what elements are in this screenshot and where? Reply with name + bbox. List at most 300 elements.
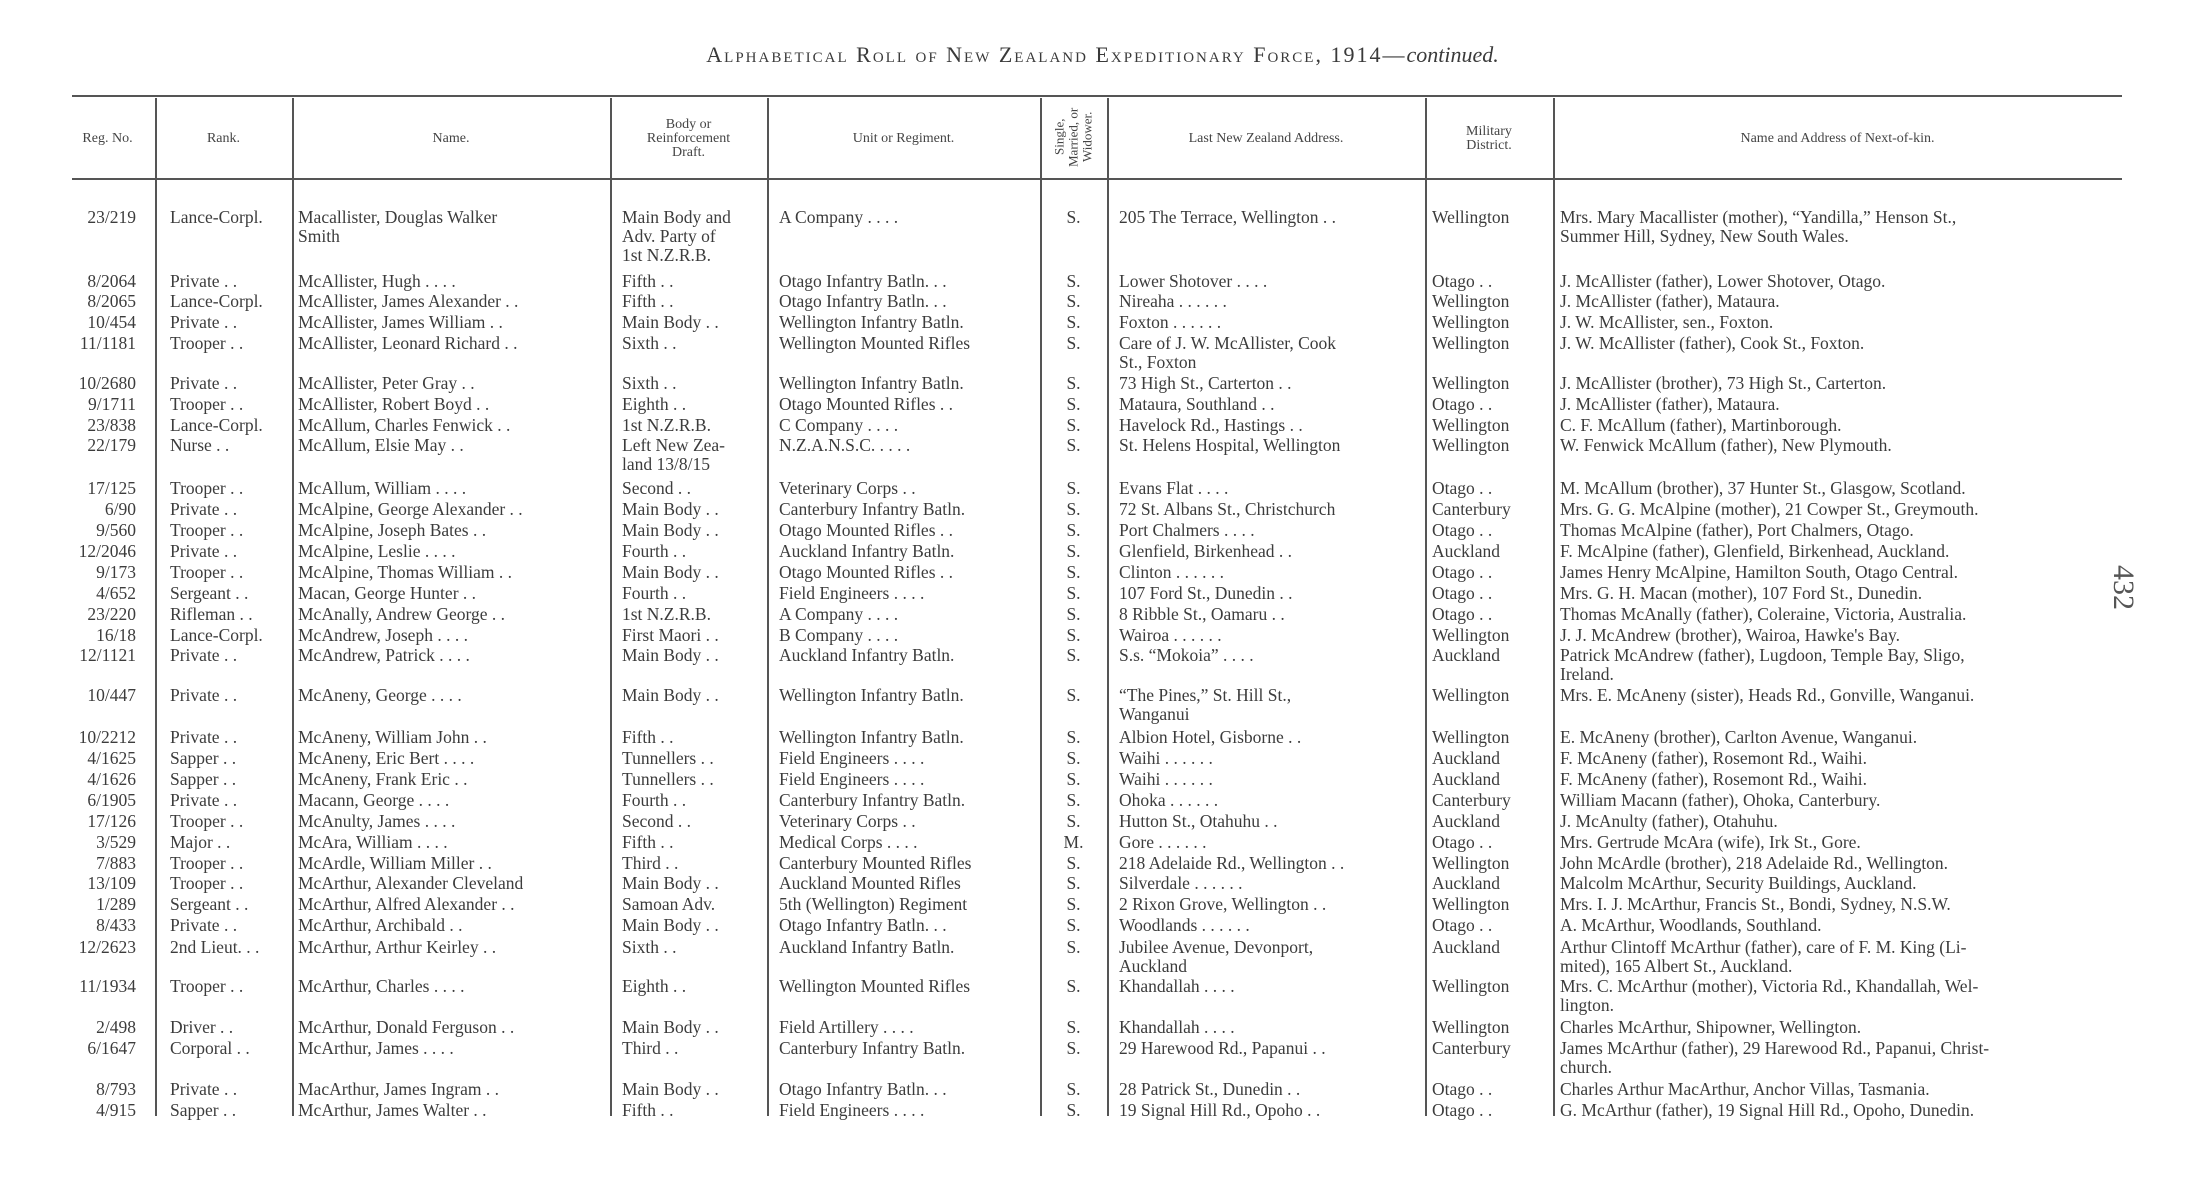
cell-reg: 23/219 — [87, 207, 136, 227]
cell-status: S. — [1066, 937, 1081, 957]
column-divider — [1425, 98, 1427, 1116]
cell-rank: Trooper . . — [170, 333, 244, 353]
cell-address: S.s. “Mokoia” . . . . — [1119, 645, 1254, 665]
cell-status: S. — [1066, 873, 1081, 893]
cell-reg: 17/125 — [87, 478, 136, 498]
header-name: Name. — [432, 131, 470, 146]
cell-address: Lower Shotover . . . . — [1119, 271, 1268, 291]
cell-district: Wellington — [1432, 685, 1510, 705]
cell-kin: Mrs. G. G. McAlpine (mother), 21 Cowper St., Greymouth. — [1560, 499, 1979, 519]
cell-reg: 11/1934 — [79, 976, 136, 996]
cell-name: McAlpine, George Alexander . . — [298, 499, 523, 519]
cell-body: Third . . — [622, 1038, 679, 1058]
cell-reg: 4/1626 — [87, 769, 136, 789]
cell-reg: 11/1181 — [79, 333, 136, 353]
cell-unit: Canterbury Mounted Rifles — [779, 853, 972, 873]
cell-kin: F. McAlpine (father), Glenfield, Birkenhead, Auckland. — [1560, 541, 1950, 561]
cell-status: S. — [1066, 915, 1081, 935]
page-title-main: Alphabetical Roll of New Zealand Expeditionary Force, 1914— — [706, 42, 1407, 67]
cell-name: McAllister, James William . . — [298, 312, 503, 332]
cell-reg: 12/2623 — [78, 937, 136, 957]
cell-rank: Private . . — [170, 685, 238, 705]
header-unit: Unit or Regiment. — [852, 131, 955, 146]
cell-district: Otago . . — [1432, 832, 1493, 852]
cell-body: Second . . — [622, 478, 692, 498]
cell-district: Otago . . — [1432, 394, 1493, 414]
cell-status: S. — [1066, 207, 1081, 227]
cell-body: Fifth . . — [622, 727, 674, 747]
cell-status: S. — [1066, 625, 1081, 645]
cell-reg: 10/447 — [87, 685, 136, 705]
cell-district: Otago . . — [1432, 562, 1493, 582]
cell-body: Second . . — [622, 811, 692, 831]
cell-reg: 8/2065 — [87, 291, 136, 311]
cell-rank: Private . . — [170, 727, 238, 747]
cell-kin: Mrs. Mary Macallister (mother), “Yandilla,” Henson St., Summer Hill, Sydney, New South Wales. — [1560, 207, 1957, 246]
cell-status: S. — [1066, 562, 1081, 582]
cell-unit: Wellington Mounted Rifles — [779, 976, 971, 996]
cell-body: Sixth . . — [622, 937, 677, 957]
cell-district: Otago . . — [1432, 604, 1493, 624]
cell-body: Main Body . . — [622, 520, 719, 540]
cell-reg: 9/560 — [96, 520, 136, 540]
cell-address: 72 St. Albans St., Christchurch — [1119, 499, 1336, 519]
cell-unit: Wellington Mounted Rifles — [779, 333, 971, 353]
cell-address: Silverdale . . . . . . — [1119, 873, 1243, 893]
cell-district: Otago . . — [1432, 520, 1493, 540]
cell-body: Main Body . . — [622, 499, 719, 519]
cell-body: 1st N.Z.R.B. — [622, 604, 711, 624]
cell-rank: Rifleman . . — [170, 604, 253, 624]
cell-body: Samoan Adv. — [622, 894, 716, 914]
cell-kin: Thomas McAnally (father), Coleraine, Victoria, Australia. — [1560, 604, 1967, 624]
cell-name: McAnulty, James . . . . — [298, 811, 456, 831]
cell-reg: 8/2064 — [87, 271, 136, 291]
cell-kin: W. Fenwick McAllum (father), New Plymouth. — [1560, 435, 1892, 455]
cell-body: Tunnellers . . — [622, 769, 714, 789]
cell-reg: 4/1625 — [87, 748, 136, 768]
cell-name: McAllum, William . . . . — [298, 478, 467, 498]
cell-district: Wellington — [1432, 976, 1510, 996]
header-reg-no: Reg. No. — [82, 131, 133, 146]
cell-kin: C. F. McAllum (father), Martinborough. — [1560, 415, 1842, 435]
cell-name: McArthur, Charles . . . . — [298, 976, 465, 996]
cell-status: S. — [1066, 373, 1081, 393]
page-title — [0, 42, 2205, 68]
cell-status: S. — [1066, 604, 1081, 624]
cell-unit: Otago Infantry Batln. . . — [779, 1079, 947, 1099]
cell-unit: Veterinary Corps . . — [779, 811, 916, 831]
cell-rank: 2nd Lieut. . . — [170, 937, 260, 957]
cell-unit: Field Artillery . . . . — [779, 1017, 914, 1037]
cell-reg: 17/126 — [87, 811, 136, 831]
cell-rank: Trooper . . — [170, 853, 244, 873]
cell-name: McAra, William . . . . — [298, 832, 448, 852]
cell-rank: Lance-Corpl. — [170, 207, 263, 227]
cell-body: Sixth . . — [622, 333, 677, 353]
header-kin: Name and Address of Next-of-kin. — [1740, 131, 1935, 146]
cell-address: Ohoka . . . . . . — [1119, 790, 1219, 810]
header-rank: Rank. — [206, 131, 241, 146]
cell-district: Auckland — [1432, 937, 1501, 957]
cell-kin: J. J. McAndrew (brother), Wairoa, Hawke's Bay. — [1560, 625, 1900, 645]
cell-reg: 3/529 — [96, 832, 136, 852]
cell-reg: 13/109 — [87, 873, 136, 893]
cell-unit: N.Z.A.N.S.C. . . . . — [779, 435, 911, 455]
cell-kin: F. McAneny (father), Rosemont Rd., Waihi. — [1560, 769, 1867, 789]
cell-unit: Otago Mounted Rifles . . — [779, 394, 954, 414]
cell-rank: Sapper . . — [170, 748, 237, 768]
cell-status: S. — [1066, 435, 1081, 455]
cell-kin: Mrs. I. J. McArthur, Francis St., Bondi, Sydney, N.S.W. — [1560, 894, 1951, 914]
column-divider — [1107, 98, 1109, 1116]
cell-address: Mataura, Southland . . — [1119, 394, 1275, 414]
cell-kin: Charles McArthur, Shipowner, Wellington. — [1560, 1017, 1862, 1037]
header-status: Single, Married, or Widower. — [1051, 107, 1095, 167]
cell-address: 19 Signal Hill Rd., Opoho . . — [1119, 1100, 1321, 1120]
cell-unit: Canterbury Infantry Batln. — [779, 499, 966, 519]
cell-body: Sixth . . — [622, 373, 677, 393]
cell-district: Otago . . — [1432, 478, 1493, 498]
column-divider — [155, 98, 157, 1116]
cell-rank: Lance-Corpl. — [170, 291, 263, 311]
cell-status: S. — [1066, 853, 1081, 873]
cell-body: Main Body and Adv. Party of 1st N.Z.R.B. — [622, 207, 731, 265]
cell-name: McAneny, William John . . — [298, 727, 487, 747]
cell-unit: Otago Infantry Batln. . . — [779, 291, 947, 311]
cell-name: McAllister, James Alexander . . — [298, 291, 519, 311]
cell-name: McAllum, Charles Fenwick . . — [298, 415, 511, 435]
cell-rank: Private . . — [170, 645, 238, 665]
cell-unit: B Company . . . . — [779, 625, 899, 645]
cell-rank: Private . . — [170, 499, 238, 519]
cell-status: S. — [1066, 312, 1081, 332]
cell-district: Wellington — [1432, 291, 1510, 311]
cell-address: Port Chalmers . . . . — [1119, 520, 1255, 540]
cell-unit: Auckland Infantry Batln. — [779, 541, 955, 561]
cell-address: Woodlands . . . . . . — [1119, 915, 1250, 935]
cell-body: Left New Zea- land 13/8/15 — [622, 435, 725, 474]
cell-district: Otago . . — [1432, 1079, 1493, 1099]
cell-body: Fourth . . — [622, 790, 687, 810]
cell-name: McAlpine, Leslie . . . . — [298, 541, 456, 561]
cell-rank: Private . . — [170, 1079, 238, 1099]
cell-reg: 4/915 — [96, 1100, 136, 1120]
cell-reg: 6/1647 — [87, 1038, 136, 1058]
cell-status: S. — [1066, 394, 1081, 414]
cell-status: S. — [1066, 748, 1081, 768]
cell-status: S. — [1066, 291, 1081, 311]
cell-reg: 23/220 — [87, 604, 136, 624]
cell-body: Fourth . . — [622, 541, 687, 561]
cell-address: 2 Rixon Grove, Wellington . . — [1119, 894, 1327, 914]
cell-body: Fifth . . — [622, 271, 674, 291]
cell-address: Khandallah . . . . — [1119, 976, 1235, 996]
cell-body: Main Body . . — [622, 685, 719, 705]
cell-unit: Field Engineers . . . . — [779, 583, 925, 603]
cell-reg: 8/793 — [96, 1079, 136, 1099]
cell-address: Clinton . . . . . . — [1119, 562, 1225, 582]
cell-unit: Canterbury Infantry Batln. — [779, 1038, 966, 1058]
cell-address: “The Pines,” St. Hill St., Wanganui — [1119, 685, 1292, 724]
cell-reg: 9/173 — [96, 562, 136, 582]
cell-body: First Maori . . — [622, 625, 719, 645]
cell-name: McAllister, Robert Boyd . . — [298, 394, 490, 414]
cell-kin: James Henry McAlpine, Hamilton South, Otago Central. — [1560, 562, 1959, 582]
cell-reg: 9/1711 — [88, 394, 136, 414]
cell-unit: Otago Infantry Batln. . . — [779, 915, 947, 935]
cell-rank: Trooper . . — [170, 811, 244, 831]
cell-rank: Trooper . . — [170, 478, 244, 498]
cell-address: Nireaha . . . . . . — [1119, 291, 1227, 311]
cell-district: Canterbury — [1432, 1038, 1511, 1058]
cell-reg: 1/289 — [96, 894, 136, 914]
cell-kin: Mrs. G. H. Macan (mother), 107 Ford St., Dunedin. — [1560, 583, 1923, 603]
cell-status: S. — [1066, 333, 1081, 353]
cell-kin: Charles Arthur MacArthur, Anchor Villas, Tasmania. — [1560, 1079, 1930, 1099]
cell-body: Main Body . . — [622, 1017, 719, 1037]
cell-name: McAllister, Hugh . . . . — [298, 271, 456, 291]
cell-address: Glenfield, Birkenhead . . — [1119, 541, 1293, 561]
cell-reg: 23/838 — [87, 415, 136, 435]
cell-unit: Field Engineers . . . . — [779, 748, 925, 768]
cell-kin: F. McAneny (father), Rosemont Rd., Waihi. — [1560, 748, 1867, 768]
cell-unit: Field Engineers . . . . — [779, 769, 925, 789]
cell-body: Fifth . . — [622, 1100, 674, 1120]
cell-unit: Auckland Mounted Rifles — [779, 873, 961, 893]
cell-district: Auckland — [1432, 811, 1501, 831]
cell-name: McAndrew, Patrick . . . . — [298, 645, 470, 665]
cell-district: Wellington — [1432, 435, 1510, 455]
cell-district: Wellington — [1432, 625, 1510, 645]
cell-reg: 12/2046 — [78, 541, 136, 561]
cell-name: McAneny, Eric Bert . . . . — [298, 748, 475, 768]
cell-status: M. — [1063, 832, 1084, 852]
cell-name: McAllister, Leonard Richard . . — [298, 333, 518, 353]
cell-rank: Sergeant . . — [170, 894, 249, 914]
cell-reg: 6/1905 — [87, 790, 136, 810]
cell-kin: William Macann (father), Ohoka, Canterbury. — [1560, 790, 1881, 810]
cell-name: McArthur, Alfred Alexander . . — [298, 894, 515, 914]
cell-rank: Major . . — [170, 832, 231, 852]
cell-rank: Private . . — [170, 915, 238, 935]
cell-name: McArthur, Archibald . . — [298, 915, 463, 935]
cell-unit: Wellington Infantry Batln. — [779, 373, 964, 393]
cell-address: Hutton St., Otahuhu . . — [1119, 811, 1278, 831]
cell-body: Eighth . . — [622, 976, 687, 996]
cell-district: Otago . . — [1432, 583, 1493, 603]
cell-district: Wellington — [1432, 312, 1510, 332]
cell-unit: Otago Mounted Rifles . . — [779, 520, 954, 540]
cell-body: 1st N.Z.R.B. — [622, 415, 711, 435]
cell-status: S. — [1066, 769, 1081, 789]
cell-status: S. — [1066, 415, 1081, 435]
cell-unit: Auckland Infantry Batln. — [779, 645, 955, 665]
cell-kin: Mrs. Gertrude McAra (wife), Irk St., Gore. — [1560, 832, 1861, 852]
cell-address: Wairoa . . . . . . — [1119, 625, 1222, 645]
cell-status: S. — [1066, 1038, 1081, 1058]
cell-status: S. — [1066, 894, 1081, 914]
cell-address: Havelock Rd., Hastings . . — [1119, 415, 1303, 435]
cell-name: McArthur, James . . . . — [298, 1038, 454, 1058]
cell-unit: Veterinary Corps . . — [779, 478, 916, 498]
cell-body: Eighth . . — [622, 394, 687, 414]
cell-address: Waihi . . . . . . — [1119, 769, 1213, 789]
header-address: Last New Zealand Address. — [1188, 131, 1344, 146]
cell-kin: J. W. McAllister (father), Cook St., Foxton. — [1560, 333, 1865, 353]
cell-status: S. — [1066, 583, 1081, 603]
cell-name: McAndrew, Joseph . . . . — [298, 625, 468, 645]
cell-address: Khandallah . . . . — [1119, 1017, 1235, 1037]
cell-reg: 10/2212 — [78, 727, 136, 747]
cell-unit: A Company . . . . — [779, 604, 899, 624]
cell-rank: Private . . — [170, 373, 238, 393]
cell-rank: Sergeant . . — [170, 583, 249, 603]
cell-unit: Auckland Infantry Batln. — [779, 937, 955, 957]
cell-reg: 22/179 — [87, 435, 136, 455]
cell-status: S. — [1066, 645, 1081, 665]
cell-kin: James McArthur (father), 29 Harewood Rd., Papanui, Christ- church. — [1560, 1038, 1990, 1077]
cell-status: S. — [1066, 1017, 1081, 1037]
cell-reg: 7/883 — [96, 853, 136, 873]
cell-kin: Mrs. C. McArthur (mother), Victoria Rd., Khandallah, Wel- lington. — [1560, 976, 1979, 1015]
cell-address: Albion Hotel, Gisborne . . — [1119, 727, 1302, 747]
cell-unit: Otago Mounted Rifles . . — [779, 562, 954, 582]
cell-district: Wellington — [1432, 727, 1510, 747]
cell-district: Otago . . — [1432, 271, 1493, 291]
cell-district: Auckland — [1432, 873, 1501, 893]
cell-address: 8 Ribble St., Oamaru . . — [1119, 604, 1285, 624]
cell-body: Main Body . . — [622, 873, 719, 893]
cell-kin: J. McAllister (brother), 73 High St., Carterton. — [1560, 373, 1887, 393]
cell-name: McArdle, William Miller . . — [298, 853, 492, 873]
cell-kin: G. McArthur (father), 19 Signal Hill Rd., Opoho, Dunedin. — [1560, 1100, 1975, 1120]
cell-status: S. — [1066, 727, 1081, 747]
cell-address: Foxton . . . . . . — [1119, 312, 1222, 332]
cell-body: Main Body . . — [622, 915, 719, 935]
cell-name: Macallister, Douglas Walker Smith — [298, 207, 498, 246]
cell-kin: A. McArthur, Woodlands, Southland. — [1560, 915, 1822, 935]
cell-status: S. — [1066, 1079, 1081, 1099]
cell-reg: 6/90 — [104, 499, 136, 519]
cell-body: Main Body . . — [622, 312, 719, 332]
cell-rank: Private . . — [170, 271, 238, 291]
cell-name: McArthur, Arthur Keirley . . — [298, 937, 497, 957]
cell-rank: Private . . — [170, 312, 238, 332]
cell-district: Wellington — [1432, 415, 1510, 435]
cell-status: S. — [1066, 685, 1081, 705]
cell-unit: Wellington Infantry Batln. — [779, 727, 964, 747]
cell-rank: Private . . — [170, 541, 238, 561]
cell-body: Main Body . . — [622, 1079, 719, 1099]
cell-name: Macan, George Hunter . . — [298, 583, 477, 603]
cell-rank: Driver . . — [170, 1017, 234, 1037]
cell-kin: J. McAllister (father), Mataura. — [1560, 291, 1780, 311]
cell-reg: 2/498 — [96, 1017, 136, 1037]
cell-kin: J. McAllister (father), Mataura. — [1560, 394, 1780, 414]
cell-status: S. — [1066, 499, 1081, 519]
cell-kin: Malcolm McArthur, Security Buildings, Auckland. — [1560, 873, 1917, 893]
cell-rank: Trooper . . — [170, 976, 244, 996]
cell-rank: Lance-Corpl. — [170, 415, 263, 435]
cell-status: S. — [1066, 541, 1081, 561]
cell-address: 205 The Terrace, Wellington . . — [1119, 207, 1337, 227]
cell-name: Macann, George . . . . — [298, 790, 450, 810]
cell-unit: Canterbury Infantry Batln. — [779, 790, 966, 810]
column-divider — [292, 98, 294, 1116]
cell-district: Otago . . — [1432, 915, 1493, 935]
cell-kin: Patrick McAndrew (father), Lugdoon, Temple Bay, Sligo, Ireland. — [1560, 645, 1965, 684]
cell-district: Wellington — [1432, 373, 1510, 393]
cell-body: Third . . — [622, 853, 679, 873]
cell-kin: Thomas McAlpine (father), Port Chalmers, Otago. — [1560, 520, 1914, 540]
cell-status: S. — [1066, 271, 1081, 291]
cell-name: McAllister, Peter Gray . . — [298, 373, 475, 393]
cell-kin: E. McAneny (brother), Carlton Avenue, Wanganui. — [1560, 727, 1918, 747]
cell-reg: 12/1121 — [79, 645, 136, 665]
cell-district: Auckland — [1432, 541, 1501, 561]
cell-reg: 4/652 — [96, 583, 136, 603]
cell-unit: Wellington Infantry Batln. — [779, 312, 964, 332]
cell-name: McAneny, George . . . . — [298, 685, 462, 705]
header-body: Body or Reinforcement Draft. — [646, 117, 731, 160]
cell-status: S. — [1066, 1100, 1081, 1120]
cell-district: Wellington — [1432, 1017, 1510, 1037]
cell-body: Main Body . . — [622, 645, 719, 665]
cell-address: 107 Ford St., Dunedin . . — [1119, 583, 1293, 603]
cell-district: Wellington — [1432, 333, 1510, 353]
cell-district: Wellington — [1432, 207, 1510, 227]
cell-name: McAlpine, Joseph Bates . . — [298, 520, 487, 540]
cell-address: Gore . . . . . . — [1119, 832, 1207, 852]
cell-rank: Trooper . . — [170, 873, 244, 893]
cell-unit: Wellington Infantry Batln. — [779, 685, 964, 705]
cell-name: McArthur, James Walter . . — [298, 1100, 487, 1120]
cell-district: Canterbury — [1432, 499, 1511, 519]
column-divider — [1553, 98, 1555, 1116]
cell-name: McAneny, Frank Eric . . — [298, 769, 468, 789]
cell-kin: J. W. McAllister, sen., Foxton. — [1560, 312, 1774, 332]
page-title-continued: continued. — [1406, 42, 1499, 67]
cell-rank: Sapper . . — [170, 1100, 237, 1120]
cell-name: McArthur, Alexander Cleveland — [298, 873, 524, 893]
cell-status: S. — [1066, 811, 1081, 831]
cell-district: Auckland — [1432, 769, 1501, 789]
cell-address: 218 Adelaide Rd., Wellington . . — [1119, 853, 1345, 873]
cell-body: Fifth . . — [622, 291, 674, 311]
cell-rank: Nurse . . — [170, 435, 230, 455]
cell-reg: 10/2680 — [78, 373, 136, 393]
cell-body: Tunnellers . . — [622, 748, 714, 768]
cell-rank: Corporal . . — [170, 1038, 250, 1058]
cell-rank: Trooper . . — [170, 520, 244, 540]
cell-district: Auckland — [1432, 748, 1501, 768]
column-divider — [610, 98, 612, 1116]
cell-unit: A Company . . . . — [779, 207, 899, 227]
cell-district: Auckland — [1432, 645, 1501, 665]
cell-name: McAllum, Elsie May . . — [298, 435, 464, 455]
cell-address: Care of J. W. McAllister, Cook St., Foxton — [1119, 333, 1337, 372]
cell-address: 28 Patrick St., Dunedin . . — [1119, 1079, 1301, 1099]
cell-address: Jubilee Avenue, Devonport, Auckland — [1119, 937, 1314, 976]
cell-unit: 5th (Wellington) Regiment — [779, 894, 968, 914]
cell-kin: Arthur Clintoff McArthur (father), care of F. M. King (Li- mited), 165 Albert St., Auckland. — [1560, 937, 1967, 976]
cell-name: McArthur, Donald Ferguson . . — [298, 1017, 515, 1037]
cell-body: Main Body . . — [622, 562, 719, 582]
cell-kin: Mrs. E. McAneny (sister), Heads Rd., Gonville, Wanganui. — [1560, 685, 1975, 705]
cell-kin: M. McAllum (brother), 37 Hunter St., Glasgow, Scotland. — [1560, 478, 1966, 498]
cell-district: Wellington — [1432, 894, 1510, 914]
